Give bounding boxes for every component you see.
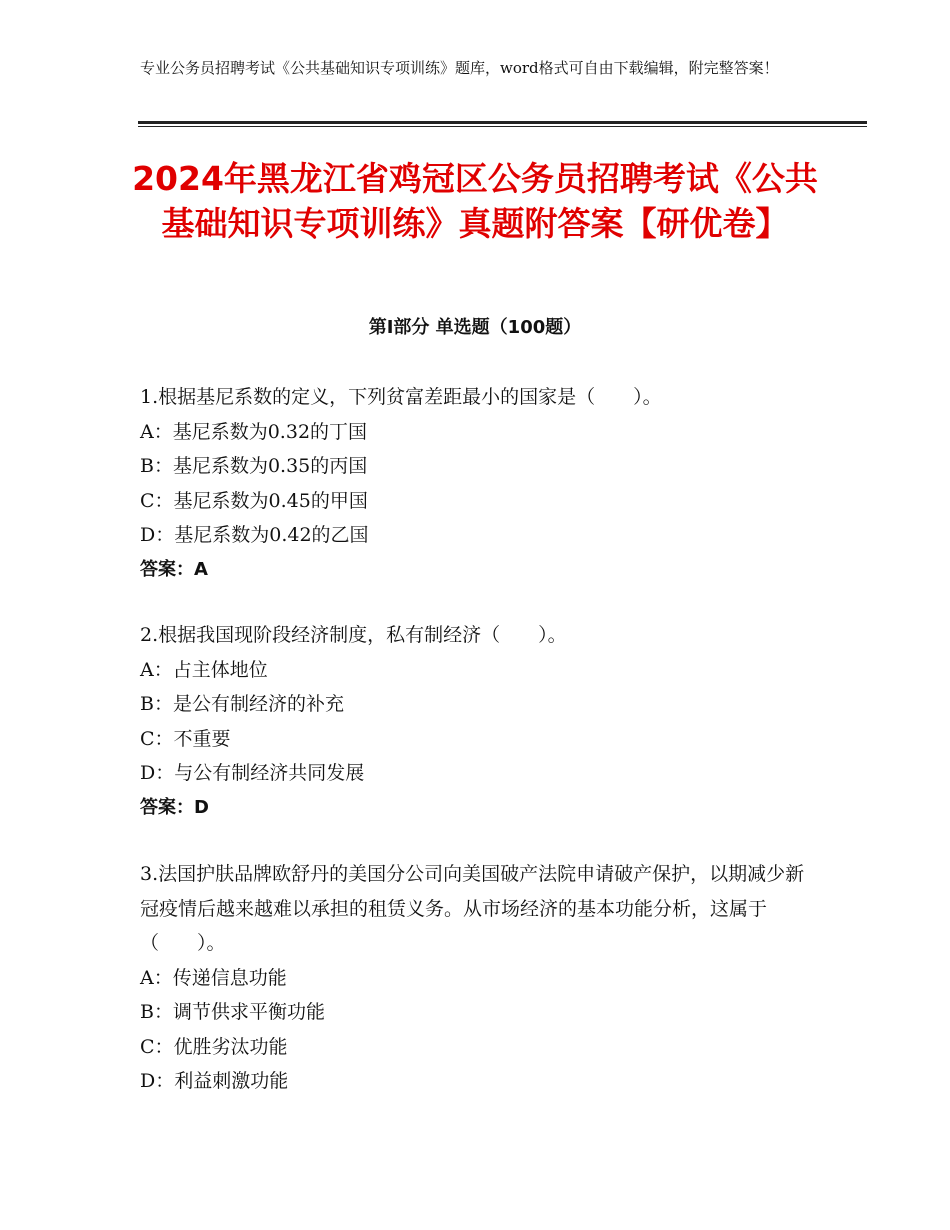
- option-b: B：是公有制经济的补充: [140, 693, 344, 715]
- section-heading: 第Ⅰ部分 单选题（100题）: [368, 317, 582, 338]
- option-d: D：与公有制经济共同发展: [140, 762, 365, 784]
- answer-label: 答案：: [140, 796, 194, 818]
- question-3: [140, 857, 810, 1099]
- question-1: [140, 380, 810, 587]
- question-2: [140, 618, 810, 825]
- option-b: B：基尼系数为0.35的丙国: [140, 455, 368, 477]
- option-c: C：不重要: [140, 727, 231, 750]
- option-a: A：基尼系数为0.32的丁国: [140, 420, 368, 443]
- option-d: D：利益刺激功能: [140, 1070, 289, 1092]
- question-stem: 1.根据基尼系数的定义，下列贫富差距最小的国家是（ ）。: [140, 386, 662, 408]
- option-b: B：调节供求平衡功能: [140, 1001, 325, 1023]
- answer-value: A: [194, 558, 208, 580]
- answer-line: [140, 553, 810, 588]
- option-c: C：优胜劣汰功能: [140, 1035, 288, 1058]
- header-rule-thick: [138, 121, 867, 124]
- option-a: A：传递信息功能: [140, 966, 287, 989]
- question-stem: 3.法国护肤品牌欧舒丹的美国分公司向美国破产法院申请破产保护，以期减少新冠疫情后越来越难以承担的租赁义务。从市场经济的基本功能分析，这属于（ ）。: [140, 863, 805, 954]
- option-d: D：基尼系数为0.42的乙国: [140, 524, 369, 546]
- answer-label: 答案：: [140, 558, 194, 580]
- option-a: A：占主体地位: [140, 658, 268, 681]
- document-title: 2024年黑龙江省鸡冠区公务员招聘考试《公共基础知识专项训练》真题附答案【研优卷】: [132, 159, 818, 243]
- option-c: C：基尼系数为0.45的甲国: [140, 489, 368, 512]
- answer-line: [140, 791, 810, 826]
- question-stem: 2.根据我国现阶段经济制度，私有制经济（ ）。: [140, 624, 567, 646]
- header-note: 专业公务员招聘考试《公共基础知识专项训练》题库，word格式可自由下载编辑，附完整答案！: [140, 59, 779, 77]
- header-rule-thin: [138, 126, 867, 127]
- answer-value: D: [194, 796, 209, 818]
